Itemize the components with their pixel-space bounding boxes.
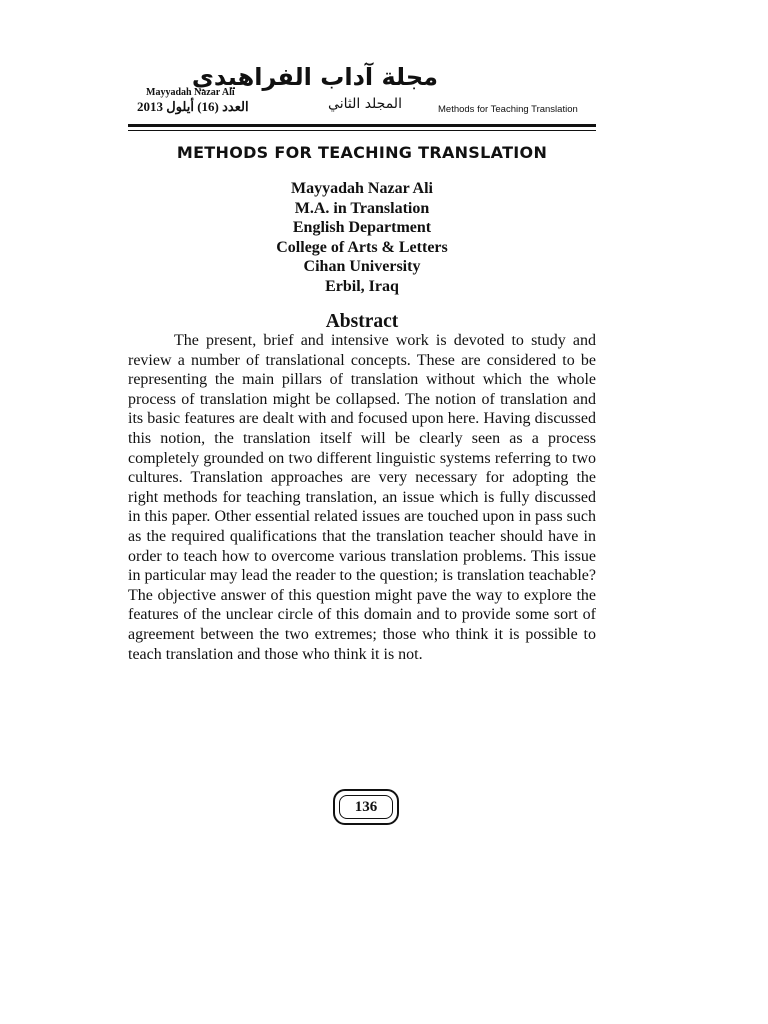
author-name: Mayyadah Nazar Ali (291, 180, 433, 197)
author-location: Erbil, Iraq (325, 277, 399, 295)
running-header-volume: المجلد الثاني (328, 96, 402, 112)
running-header-issue: العدد (16) أيلول 2013 (137, 99, 249, 114)
page-number-badge (333, 789, 399, 825)
paper-title: METHODS FOR TEACHING TRANSLATION (176, 143, 548, 162)
running-header-author: Mayyadah Nazar Ali (146, 87, 235, 98)
author-department: English Department (292, 219, 432, 237)
author-degree: M.A. in Translation (294, 199, 430, 217)
running-header-title: Methods for Teaching Translation (438, 104, 578, 115)
author-block (128, 179, 596, 297)
header-rule-thick (128, 124, 596, 127)
abstract-body: The present, brief and intensive work is devoted to study and review a number of translational concepts. These are considered to be representing the main pillars of translation without which the whole process of translation might be collapsed. The notion of translation and its basic features are dealt with and focused upon here. Having discussed this notion, the translation itself will be clearly seen as a process completely grounded on two different linguistic systems referring to two cultures. Translation approaches are very necessary for adopting the right methods for teaching translation, an issue which is fully discussed in this paper. Other essential related issues are touched upon in pass such as the required qualifications that the translation teacher should have in order to teach how to overcome various translation problems. This issue in particular may lead the reader to the question; is translation teachable? The objective answer of this question might pave the way to explore the features of the unclear circle of this domain and to provide some sort of agreement between the two extremes; those who think it is possible to teach translation and those who think it is not. (128, 332, 596, 663)
header-rule-thin (128, 130, 596, 131)
journal-logo: مجلة آداب الفراهيدي (191, 63, 438, 91)
author-college: College of Arts & Letters (276, 238, 448, 256)
abstract-heading: Abstract (325, 311, 399, 332)
author-university: Cihan University (303, 258, 421, 276)
page-number: 136 (339, 795, 393, 819)
